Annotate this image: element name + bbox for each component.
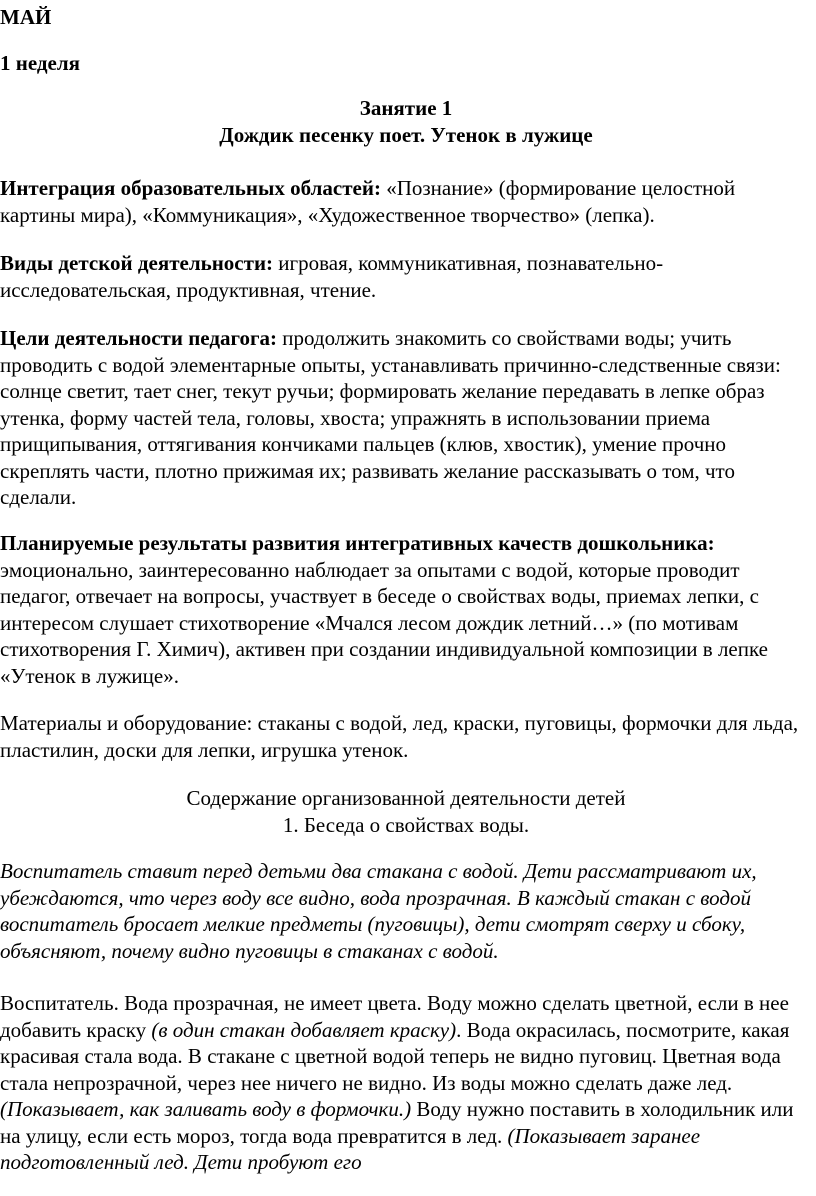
teacher-text-3: Воду нужно поставить в холодильник или на улицу, если есть мороз, тогда вода превратится в лед. xyxy=(0,1097,794,1148)
teacher-italic-2: (Показывает, как заливать воду в формочки.) xyxy=(0,1097,412,1121)
lesson-title: Дождик песенку поет. Утенок в лужице xyxy=(219,123,593,147)
integration-label: Интеграция образовательных областей: xyxy=(0,176,381,200)
integration-text: «Познание» (формирование целостной картины мира), «Коммуникация», «Художественное творчество» (лепка). xyxy=(0,176,736,227)
integration-paragraph xyxy=(0,175,812,228)
teacher-italic-3: (Показывает заранее подготовленный лед. Дети пробуют его xyxy=(0,1123,701,1174)
results-label: Планируемые результаты развития интегративных качеств дошкольника: xyxy=(0,531,715,555)
results-paragraph xyxy=(0,530,812,689)
week-heading: 1 неделя xyxy=(0,51,80,75)
goals-text: продолжить знакомить со свойствами воды; учить проводить с водой элементарные опыты, устанавливать причинно-следственные связи: солнце светит, тает снег, текут ручьи; формировать желание передавать в лепке образ утенка, форму частей тела, головы, хвоста; упражнять в использовании приема прищипывания, оттягивания кончиками пальцев (клюв, хвостик), умение прочно скреплять части, плотно прижимая их; развивать желание рассказывать о том, что сделали. xyxy=(0,326,781,509)
lesson-number: Занятие 1 xyxy=(359,96,453,120)
content-heading: Содержание организованной деятельности детей xyxy=(186,786,626,810)
teacher-paragraph xyxy=(0,990,812,1176)
activities-text: игровая, коммуникативная, познавательно-исследовательская, продуктивная, чтение. xyxy=(0,251,664,302)
italic-paragraph: Воспитатель ставит перед детьми два стакана с водой. Дети рассматривают их, убеждаются, что через воду все видно, вода прозрачная. В каждый стакан с водой воспитатель бросает мелкие предметы (пуговицы), дети смотрят сверху и сбоку, объясняют, почему видно пуговицы в стаканах с водой. xyxy=(0,859,757,963)
results-text: эмоционально, заинтересованно наблюдает за опытами с водой, которые проводит педагог, отвечает на вопросы, участвует в беседе о свойствах воды, приемах лепки, с интересом слушает стихотворение «Мчался лесом дождик летний…» (по мотивам стихотворения Г. Химич), активен при создании индивидуальной композиции в лепке «Утенок в лужице». xyxy=(0,557,768,688)
goals-label: Цели деятельности педагога: xyxy=(0,326,278,350)
teacher-text-1: Воспитатель. Вода прозрачная, не имеет цвета. Воду можно сделать цветной, если в нее добавить краску xyxy=(0,991,789,1042)
materials-paragraph: Материалы и оборудование: стаканы с водой, лед, краски, пуговицы, формочки для льда, пластилин, доски для лепки, игрушка утенок. xyxy=(0,711,799,762)
month-heading: МАЙ xyxy=(0,5,52,29)
teacher-text-2: . Вода окрасилась, посмотрите, какая красивая стала вода. В стакане с цветной водой теперь не видно пуговиц. Цветная вода стала непрозрачной, через нее ничего не видно. Из воды можно сделать даже лед. xyxy=(0,1017,790,1095)
activities-paragraph xyxy=(0,250,812,303)
goals-paragraph xyxy=(0,325,812,511)
content-item-1: 1. Беседа о свойствах воды. xyxy=(282,813,530,837)
activities-label: Виды детской деятельности: xyxy=(0,251,274,275)
teacher-italic-1: (в один стакан добавляет краску) xyxy=(151,1017,457,1042)
